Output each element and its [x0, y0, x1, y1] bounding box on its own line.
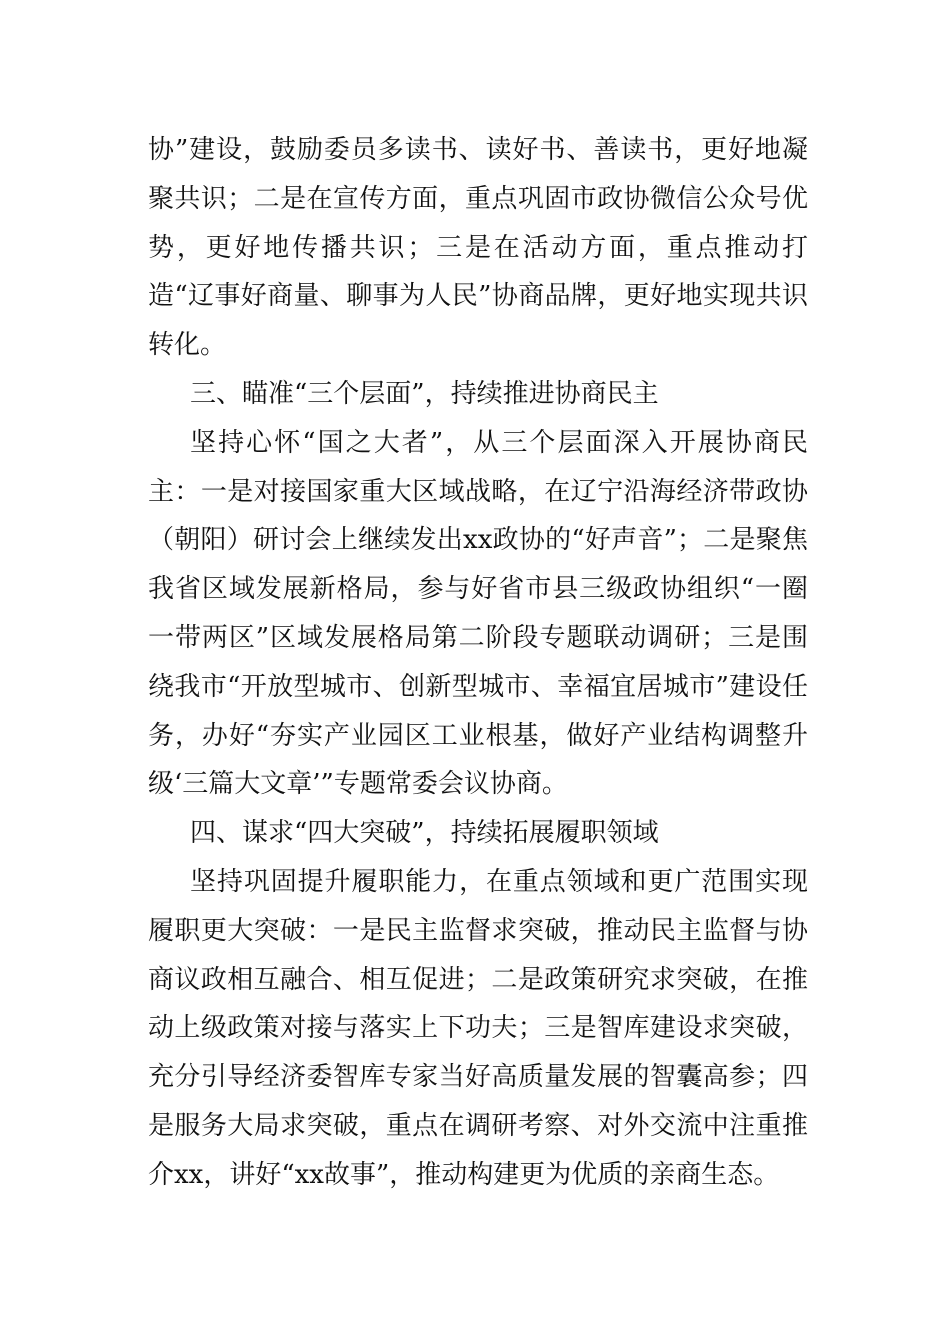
paragraph-continuation: 协”建设，鼓励委员多读书、读好书、善读书，更好地凝聚共识；二是在宣传方面，重点巩固市政协微信公众号优势，更好地传播共识；三是在活动方面，重点推动打造“辽事好商量、聊事为人民”协商品牌，更好地实现共识转化。	[148, 135, 808, 361]
document-body	[148, 126, 808, 1200]
paragraph-consultative-democracy: 坚持心怀“国之大者”，从三个层面深入开展协商民主：一是对接国家重大区域战略，在辽宁沿海经济带政协（朝阳）研讨会上继续发出xx政协的“好声音”；二是聚焦我省区域发展新格局，参与好省市县三级政协组织“一圈一带两区”区域发展格局第二阶段专题联动调研；三是围绕我市“开放型城市、创新型城市、幸福宜居城市”建设任务，办好“夯实产业园区工业根基，做好产业结构调整升级‘三篇大文章’”专题常委会议协商。	[148, 427, 808, 800]
paragraph-breakthroughs: 坚持巩固提升履职能力，在重点领域和更广范围实现履职更大突破：一是民主监督求突破，推动民主监督与协商议政相互融合、相互促进；二是政策研究求突破，在推动上级政策对接与落实上下功夫；三是智库建设求突破，充分引导经济委智库专家当好高质量发展的智囊高参；四是服务大局求突破，重点在调研考察、对外交流中注重推介xx，讲好“xx故事”，推动构建更为优质的亲商生态。	[148, 866, 808, 1190]
section-heading-four: 四、谋求“四大突破”，持续拓展履职领域	[190, 818, 659, 849]
section-heading-three: 三、瞄准“三个层面”，持续推进协商民主	[190, 378, 659, 409]
